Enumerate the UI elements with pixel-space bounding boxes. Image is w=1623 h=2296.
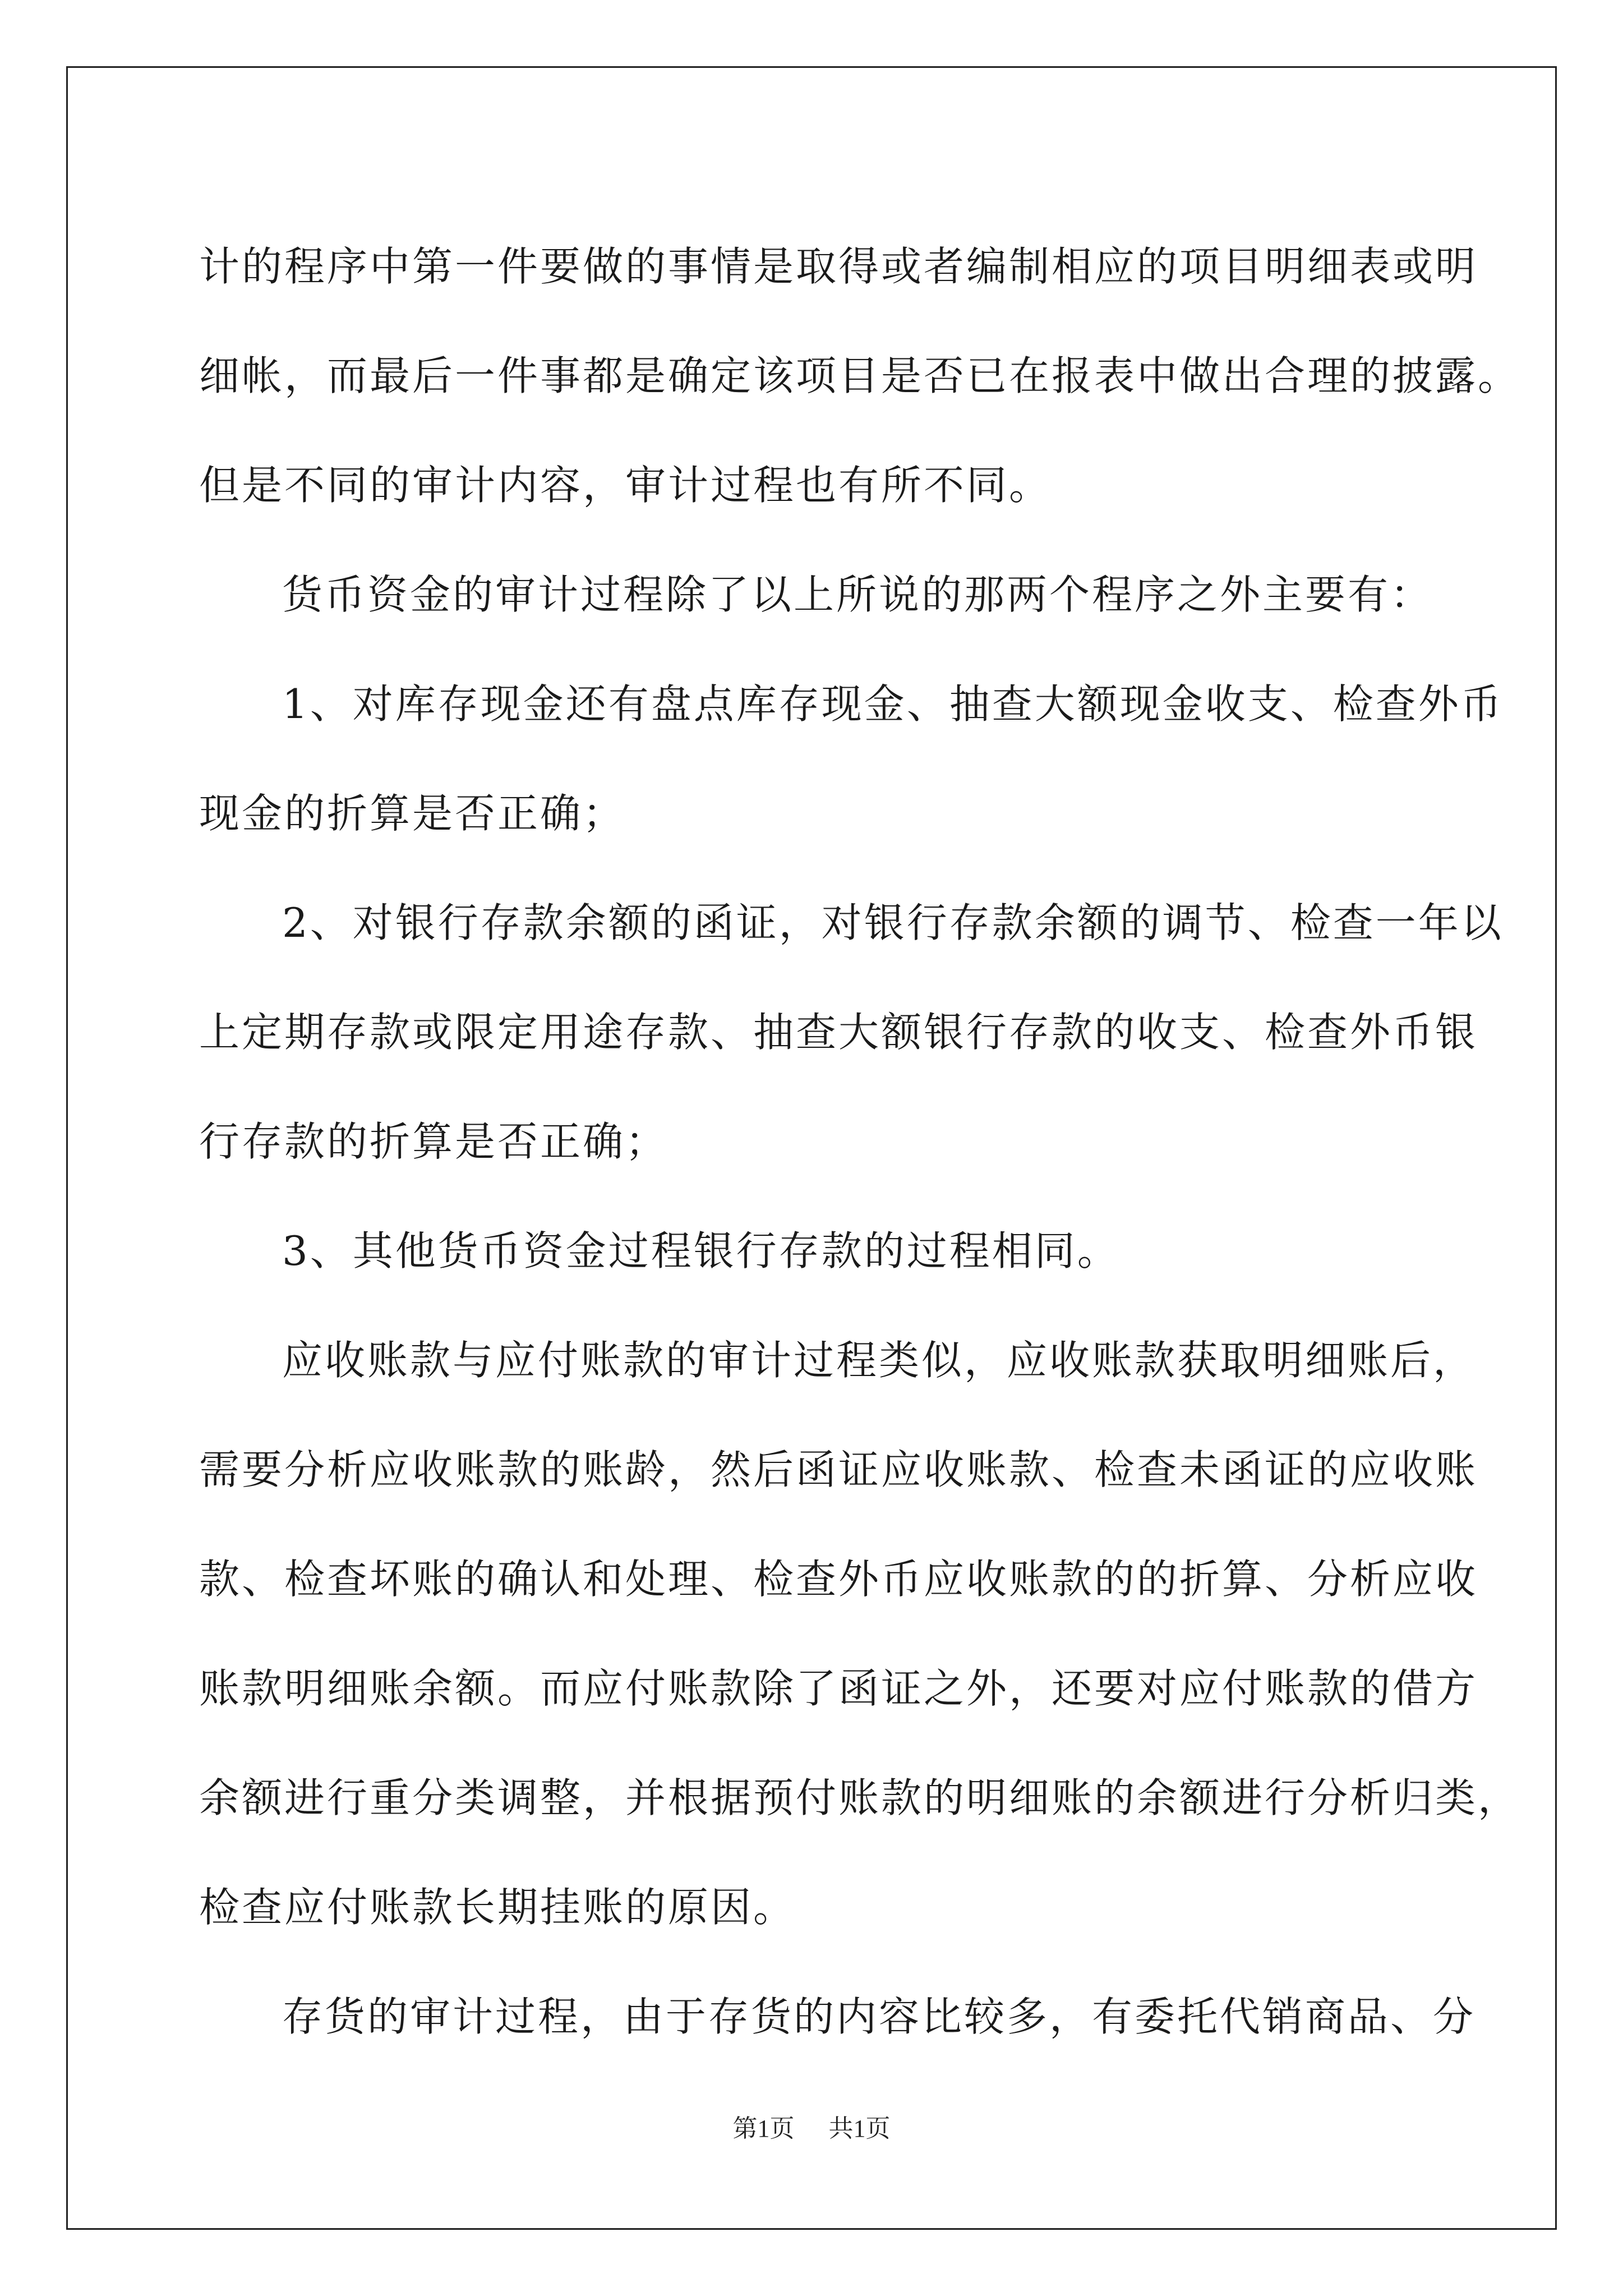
text-line: 检查应付账款长期挂账的原因。 [199,1884,796,1931]
text-line: 上定期存款或限定用途存款、抽查大额银行存款的收支、检查外币银 [199,1009,1478,1056]
text-line: 货币资金的审计过程除了以上所说的那两个程序之外主要有： [282,571,1433,618]
text-line: 3、其他货币资金过程银行存款的过程相同。 [282,1227,1120,1274]
text-line: 2、对银行存款余额的函证，对银行存款余额的调节、检查一年以 [282,899,1504,946]
document-body [199,212,1521,2072]
page-footer [0,2108,1623,2144]
text-line: 1、对库存现金还有盘点库存现金、抽查大额现金收支、检查外币 [282,680,1504,728]
text-line: 余额进行重分类调整，并根据预付账款的明细账的余额进行分析归类， [199,1774,1521,1821]
text-line: 计的程序中第一件要做的事情是取得或者编制相应的项目明细表或明 [199,243,1478,290]
text-line: 行存款的折算是否正确； [199,1118,668,1165]
text-line: 细帐，而最后一件事都是确定该项目是否已在报表中做出合理的披露。 [199,352,1521,399]
text-line: 但是不同的审计内容，审计过程也有所不同。 [199,462,1052,509]
text-line: 应收账款与应付账款的审计过程类似，应收账款获取明细账后， [282,1337,1476,1384]
text-line: 账款明细账余额。而应付账款除了函证之外，还要对应付账款的借方 [199,1665,1478,1712]
page-total: 共1页 [828,2115,891,2142]
page-number: 第1页 [732,2115,795,2142]
text-line: 现金的折算是否正确； [199,790,626,837]
text-line: 款、检查坏账的确认和处理、检查外币应收账款的的折算、分析应收 [199,1556,1478,1603]
text-line: 存货的审计过程，由于存货的内容比较多，有委托代销商品、分 [282,1993,1476,2040]
text-line: 需要分析应收账款的账龄，然后函证应收账款、检查未函证的应收账 [199,1446,1478,1493]
